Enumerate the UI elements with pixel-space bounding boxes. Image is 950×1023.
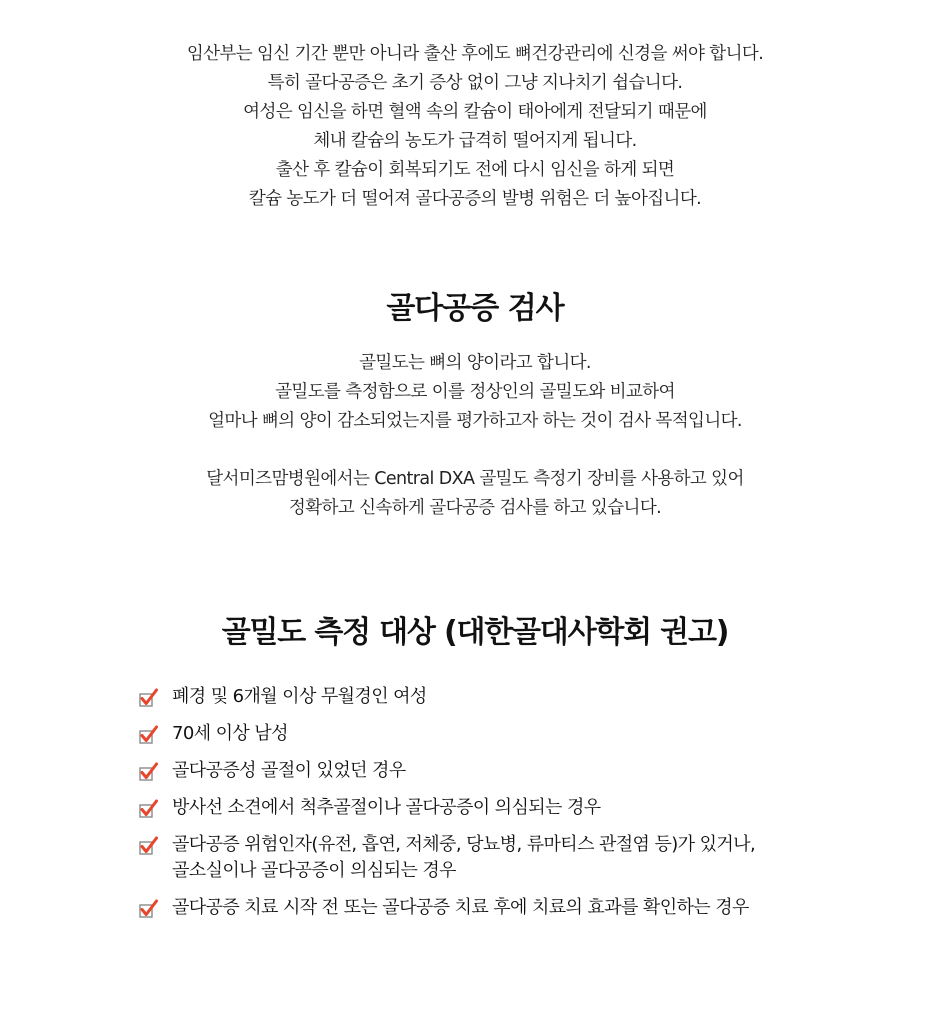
checkbox-checked-icon <box>138 761 160 783</box>
targets-heading: 골밀도 측정 대상 (대한골대사학회 권고) <box>221 615 729 650</box>
target-item-text: 골다공증성 골절이 있었던 경우 <box>172 760 406 781</box>
targets-list <box>138 684 928 932</box>
target-item <box>138 758 928 784</box>
target-item-text: 골다공증 위험인자(유전, 흡연, 저체중, 당뇨병, 류마티스 관절염 등)가 있거나, <box>172 834 756 855</box>
target-item <box>138 795 928 821</box>
target-item-text: 방사선 소견에서 척추골절이나 골다공증이 의심되는 경우 <box>172 797 601 818</box>
intro-line: 칼슘 농도가 더 떨어져 골다공증의 발병 위험은 더 높아집니다. <box>248 189 702 209</box>
checkbox-checked-icon <box>138 798 160 820</box>
target-item-text: 골소실이나 골다공증이 의심되는 경우 <box>172 860 456 881</box>
intro-line: 특히 골다공증은 초기 증상 없이 그냥 지나치기 쉽습니다. <box>267 73 683 93</box>
exam-line: 골밀도를 측정함으로 이를 정상인의 골밀도와 비교하여 <box>275 382 675 402</box>
paragraph-gap <box>0 436 950 465</box>
checkbox-checked-icon <box>138 835 160 857</box>
intro-line: 여성은 임신을 하면 혈액 속의 칼슘이 태아에게 전달되기 때문에 <box>243 102 707 122</box>
target-item <box>138 721 928 747</box>
checkbox-checked-icon <box>138 724 160 746</box>
exam-line: 골밀도는 뼈의 양이라고 합니다. <box>359 353 591 373</box>
exam-line: 얼마나 뼈의 양이 감소되었는지를 평가하고자 하는 것이 검사 목적입니다. <box>208 411 742 431</box>
intro-section <box>0 40 950 214</box>
target-item-text: 폐경 및 6개월 이상 무월경인 여성 <box>172 686 427 707</box>
exam-heading: 골다공증 검사 <box>386 291 564 326</box>
target-item <box>138 832 928 884</box>
intro-line: 임산부는 임신 기간 뿐만 아니라 출산 후에도 뼈건강관리에 신경을 써야 합니다. <box>186 44 764 64</box>
exam-line: 정확하고 신속하게 골다공증 검사를 하고 있습니다. <box>288 498 662 518</box>
intro-line: 체내 칼슘의 농도가 급격히 떨어지게 됩니다. <box>313 131 637 151</box>
intro-line: 출산 후 칼슘이 회복되기도 전에 다시 임신을 하게 되면 <box>275 160 675 180</box>
checkbox-checked-icon <box>138 687 160 709</box>
target-item-text: 골다공증 치료 시작 전 또는 골다공증 치료 후에 치료의 효과를 확인하는 경우 <box>172 897 749 918</box>
target-item <box>138 895 928 921</box>
exam-section <box>0 349 950 523</box>
checkbox-checked-icon <box>138 898 160 920</box>
exam-line: 달서미즈맘병원에서는 Central DXA 골밀도 측정기 장비를 사용하고 있어 <box>206 469 744 489</box>
target-item-text: 70세 이상 남성 <box>172 723 288 744</box>
target-item <box>138 684 928 710</box>
